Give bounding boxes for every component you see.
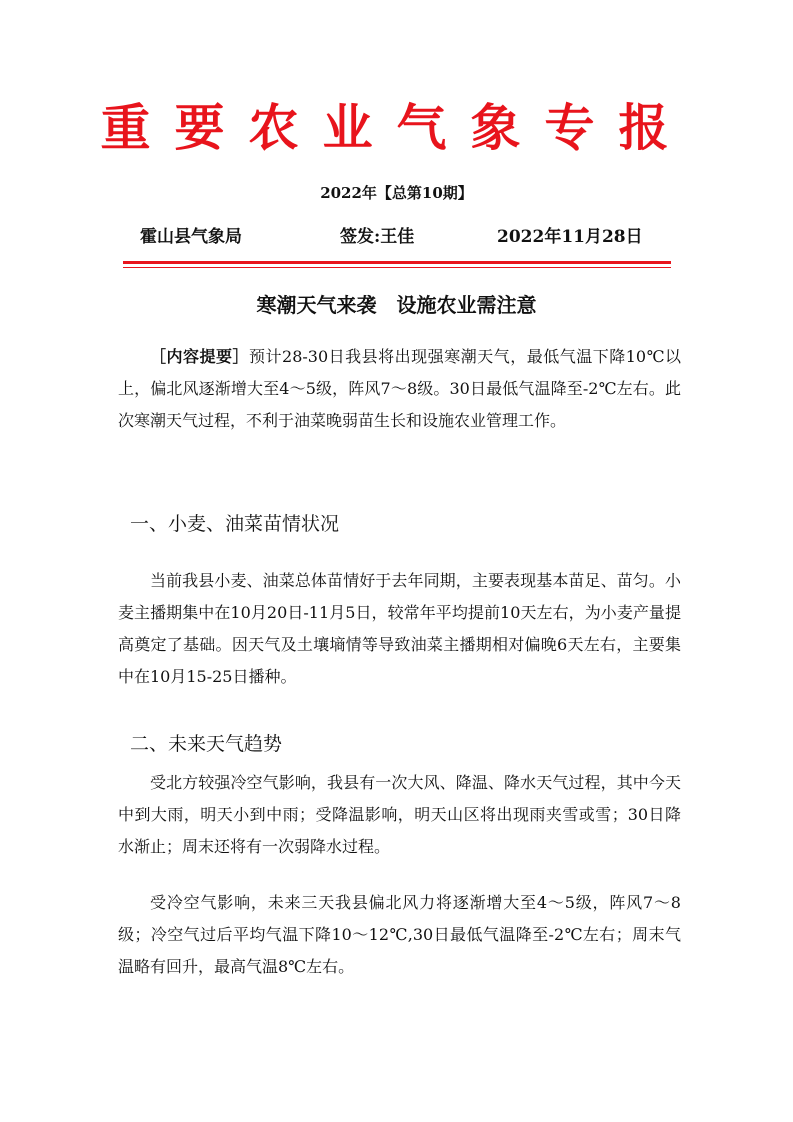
issue-number: 2022年【总第10期】 (320, 184, 473, 202)
masthead-title: 重要农业气象专报 (100, 98, 693, 157)
section-forecast-paragraph-2: 受冷空气影响，未来三天我县偏北风力将逐渐增大至4～5级，阵风7～8级；冷空气过后平均气温下降10～12℃,30日最低气温降至-2℃左右；周末气温略有回升，最高气温8℃左右。 (118, 893, 681, 976)
summary-paragraph (118, 341, 681, 437)
section-forecast-paragraph-1: 受北方较强冷空气影响，我县有一次大风、降温、降水天气过程，其中今天中到大雨，明天小到中雨；受降温影响，明天山区将出现雨夹雪或雪；30日降水渐止；周末还将有一次弱降水过程。 (118, 773, 681, 856)
signer: 签发:王佳 (340, 227, 415, 247)
issuing-organization: 霍山县气象局 (140, 227, 242, 247)
meta-row (0, 224, 793, 250)
issue-date: 2022年11月28日 (497, 227, 643, 247)
article-headline: 寒潮天气来袭 设施农业需注意 (256, 293, 537, 317)
section-crops-paragraph: 当前我县小麦、油菜总体苗情好于去年同期，主要表现基本苗足、苗匀。小麦主播期集中在10月20日-11月5日，较常年平均提前10天左右，为小麦产量提高奠定了基础。因天气及土壤墒情等导致油菜主播期相对偏晚6天左右，主要集中在10月15-25日播种。 (118, 571, 681, 686)
header-divider-thin (123, 267, 671, 268)
section-title-forecast: 二、未来天气趋势 (130, 733, 283, 755)
summary-tag: ［内容提要］ (150, 347, 250, 366)
header-divider-thick (123, 261, 671, 264)
summary-text: 预计28-30日我县将出现强寒潮天气，最低气温下降10℃以上，偏北风逐渐增大至4～5级，阵风7～8级。30日最低气温降至-2℃左右。此次寒潮天气过程，不利于油菜晚弱苗生长和设施农业管理工作。 (118, 347, 681, 430)
section-title-crops: 一、小麦、油菜苗情状况 (130, 513, 340, 535)
